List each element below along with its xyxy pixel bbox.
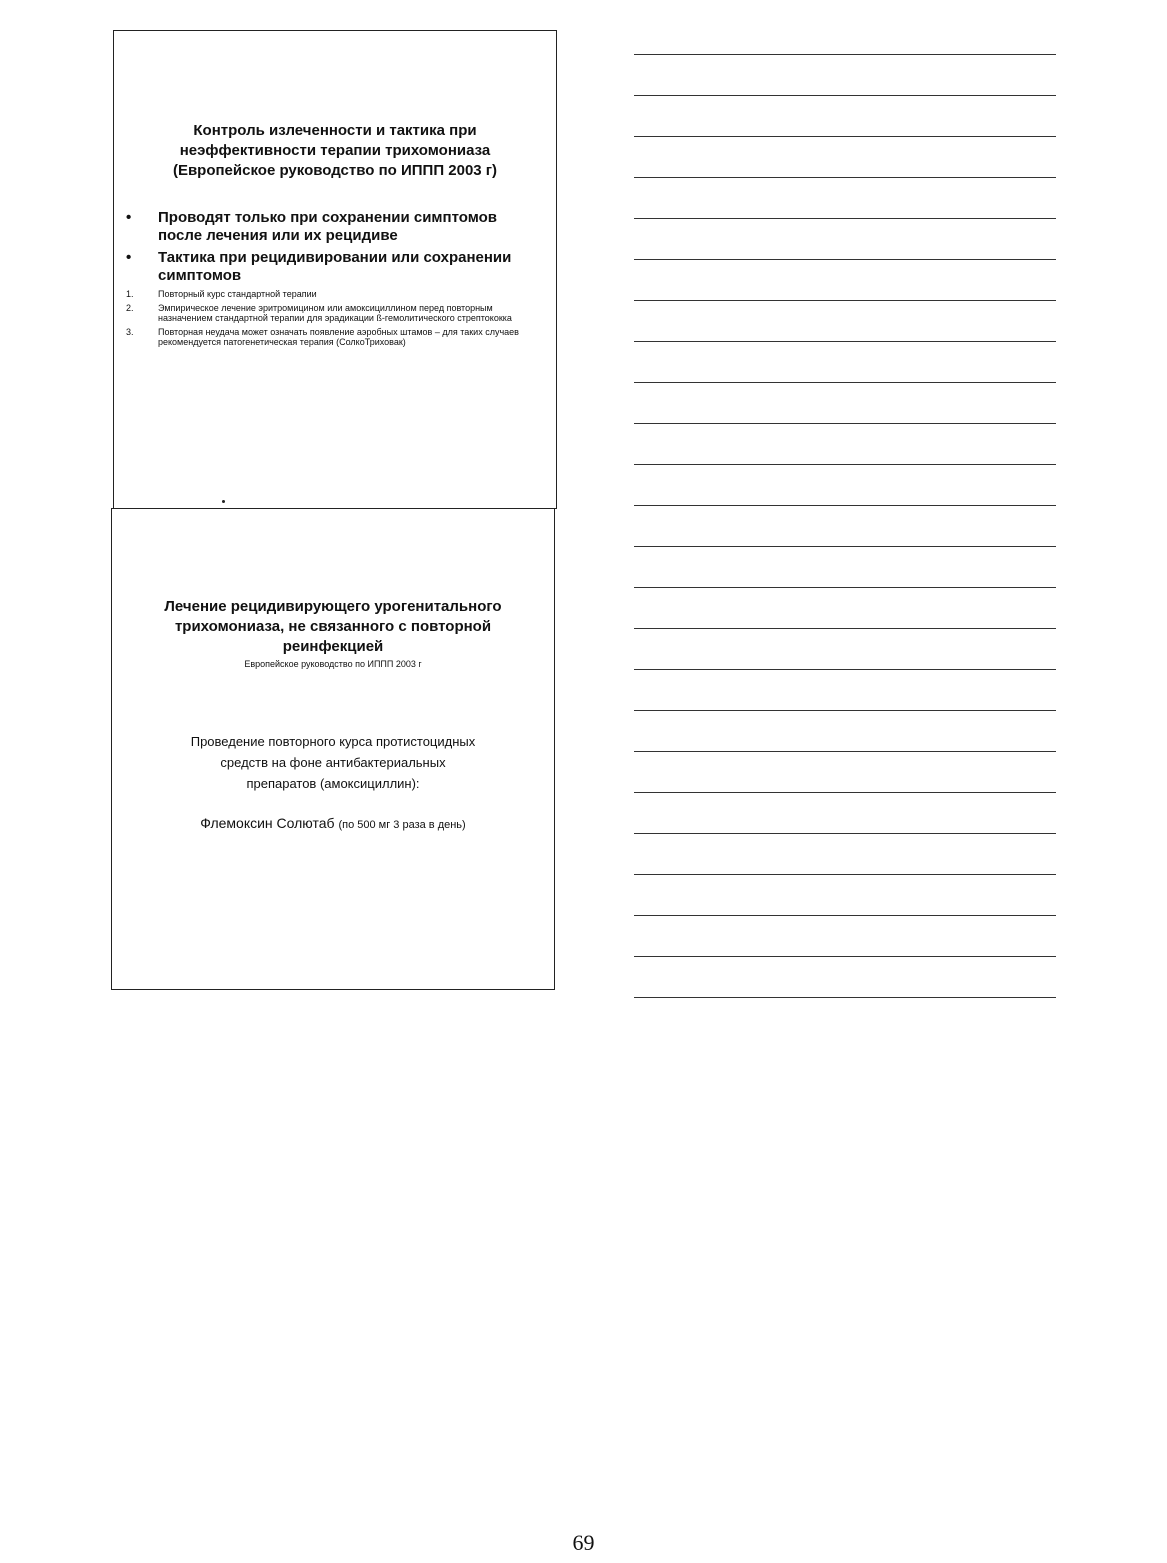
note-line (634, 177, 1056, 178)
note-line (634, 710, 1056, 711)
slide-2-body (162, 731, 504, 794)
note-line (634, 341, 1056, 342)
note-line (634, 505, 1056, 506)
note-line (634, 423, 1056, 424)
drug-line (122, 815, 544, 831)
slide-2 (111, 508, 555, 990)
note-line (634, 218, 1056, 219)
slide-2-title: Лечение рецидивирующего урогенитального трихомониаза, не связанного с повторной реинфекцией (164, 598, 502, 655)
numbered-marker: 1. (126, 289, 134, 299)
body-line: препаратов (амоксициллин): (246, 776, 420, 791)
bullet-marker: • (126, 209, 132, 226)
slide-1-title: Контроль излеченности и тактика при неэффективности терапии трихомониаза (Европейское руководство по ИППП 2003 г) (172, 122, 498, 179)
note-line (634, 751, 1056, 752)
note-line (634, 382, 1056, 383)
bullet-item (124, 249, 538, 285)
body-line: средств на фоне антибактериальных (220, 755, 446, 770)
note-line (634, 833, 1056, 834)
note-line (634, 628, 1056, 629)
stray-dot (222, 500, 225, 503)
note-line (634, 259, 1056, 260)
bullet-text: Проводят только при сохранении симптомов после лечения или их рецидиве (158, 209, 497, 244)
note-line (634, 997, 1056, 998)
body-line: Проведение повторного курса протистоцидных (190, 734, 476, 749)
numbered-marker: 2. (126, 302, 134, 313)
slide-2-subtitle: Европейское руководство по ИППП 2003 г (244, 659, 422, 669)
note-line (634, 956, 1056, 957)
page-number: 69 (572, 1530, 595, 1555)
slide-1-body (124, 209, 538, 351)
note-line (634, 464, 1056, 465)
drug-name: Флемоксин Солютаб (200, 815, 335, 831)
note-line (634, 136, 1056, 137)
note-line (634, 587, 1056, 588)
drug-dose: (по 500 мг 3 раза в день) (338, 819, 466, 831)
numbered-text: Повторная неудача может означать появление аэробных штамов – для таких случаев рекомендуется патогенетическая терапия (СолкоТриховак) (158, 326, 519, 347)
numbered-item (124, 327, 538, 348)
bullet-text: Тактика при рецидивировании или сохранении симптомов (158, 249, 512, 284)
note-line (634, 95, 1056, 96)
note-line (634, 915, 1056, 916)
numbered-text: Эмпирическое лечение эритромицином или амоксициллином перед повторным назначением стандартной терапии для эрадикации ß-гемолитического стрептококка (158, 302, 512, 323)
numbered-marker: 3. (126, 326, 134, 337)
numbered-item (124, 289, 538, 300)
note-line (634, 792, 1056, 793)
bullet-marker: • (126, 249, 132, 266)
numbered-text: Повторный курс стандартной терапии (158, 289, 317, 299)
slide-1 (113, 30, 557, 509)
note-line (634, 546, 1056, 547)
numbered-item (124, 303, 538, 324)
bullet-item (124, 209, 538, 245)
note-line (634, 874, 1056, 875)
note-line (634, 300, 1056, 301)
note-line (634, 54, 1056, 55)
note-line (634, 669, 1056, 670)
